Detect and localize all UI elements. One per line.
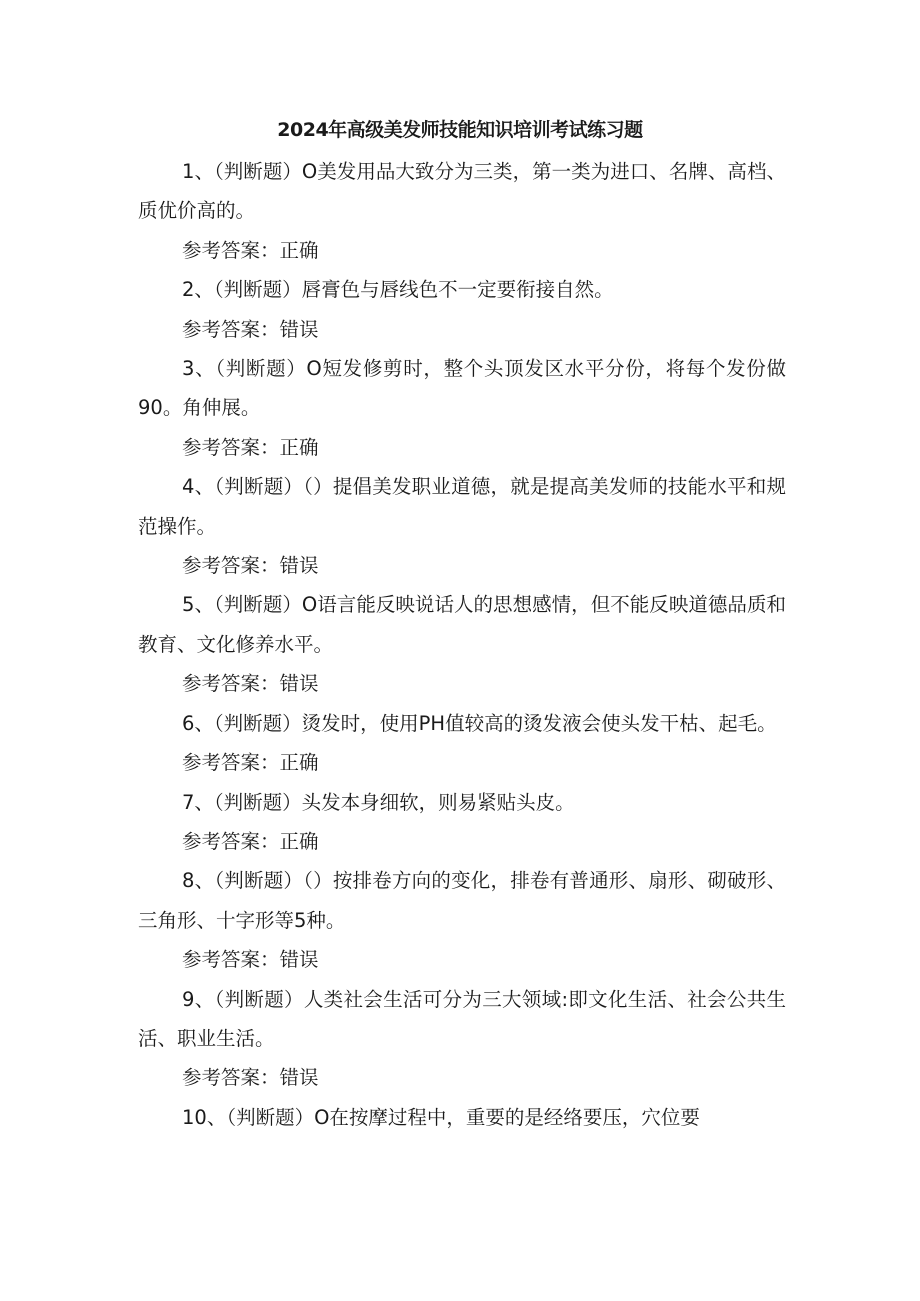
answer-text: 参考答案：错误 (182, 672, 319, 696)
question-text: 2、（判断题）唇膏色与唇线色不一定要衔接自然。 (182, 278, 614, 302)
question-text: 4、（判断题）（）提倡美发职业道德，就是提高美发师的技能水平和规范操作。 (138, 475, 786, 538)
answer-text: 参考答案：正确 (182, 238, 319, 262)
answer-text: 参考答案：错误 (182, 554, 319, 578)
question-text: 3、（判断题）O短发修剪时，整个头顶发区水平分份，将每个发份做90。角伸展。 (138, 357, 786, 420)
question-text: 8、（判断题）（）按排卷方向的变化，排卷有普通形、扇形、砌破形、三角形、十字形等5种。 (138, 869, 786, 932)
question-text: 5、（判断题）O语言能反映说话人的思想感情，但不能反映道德品质和教育、文化修养水平。 (138, 593, 786, 656)
question-text: 10、（判断题）O在按摩过程中，重要的是经络要压，穴位要 (182, 1105, 700, 1129)
question-text: 7、（判断题）头发本身细软，则易紧贴头皮。 (182, 790, 575, 814)
answer-text: 参考答案：错误 (182, 948, 319, 972)
answer-text: 参考答案：正确 (182, 751, 319, 775)
answer-text: 参考答案：错误 (182, 317, 319, 341)
page-title: 2024年高级美发师技能知识培训考试练习题 (277, 119, 643, 141)
answer-text: 参考答案：正确 (182, 829, 319, 853)
question-text: 6、（判断题）烫发时，使用PH值较高的烫发液会使头发干枯、起毛。 (182, 711, 777, 735)
question-text: 1、（判断题）O美发用品大致分为三类，第一类为进口、名牌、高档、质优价高的。 (138, 160, 786, 223)
question-text: 9、（判断题）人类社会生活可分为三大领域:即文化生活、社会公共生活、职业生活。 (138, 987, 786, 1050)
question-list (138, 152, 786, 1137)
answer-text: 参考答案：正确 (182, 435, 319, 459)
answer-text: 参考答案：错误 (182, 1066, 319, 1090)
